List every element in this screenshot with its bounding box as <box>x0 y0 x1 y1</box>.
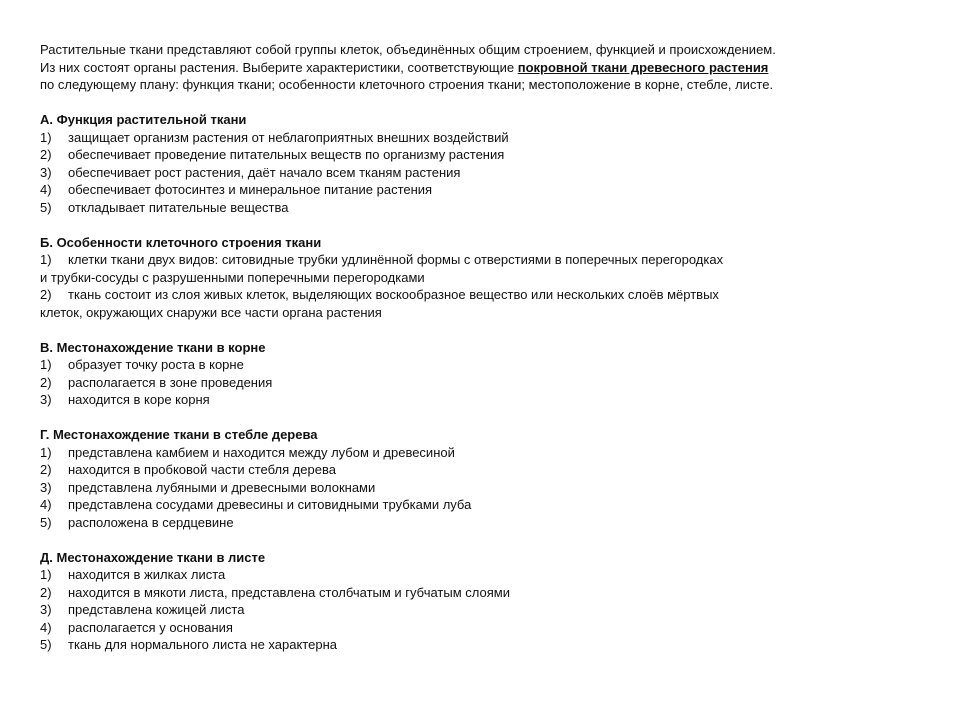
option-text-continuation: и трубки-сосуды с разрушенными поперечными перегородками <box>40 269 425 285</box>
section-g <box>40 426 940 531</box>
section-v <box>40 339 940 409</box>
option-number: 5) <box>40 514 52 530</box>
option-item <box>40 496 940 514</box>
document-page <box>40 41 940 654</box>
sections-container <box>40 111 940 654</box>
section-d <box>40 549 940 654</box>
option-text: представлена сосудами древесины и ситовидными трубками луба <box>68 497 472 512</box>
option-text: ткань состоит из слоя живых клеток, выделяющих воскообразное вещество или нескольких слоёв мёртвых <box>68 287 719 302</box>
option-text: откладывает питательные вещества <box>68 199 289 215</box>
option-text: находится в жилках листа <box>68 567 226 582</box>
option-number: 5) <box>40 637 52 652</box>
section-b <box>40 234 940 322</box>
option-number: 3) <box>40 479 52 495</box>
option-item <box>40 146 940 164</box>
option-item <box>40 479 940 497</box>
option-item <box>40 164 940 182</box>
option-text: представлена кожицей листа <box>68 602 245 617</box>
option-item <box>40 461 940 479</box>
option-item <box>40 566 940 584</box>
option-item <box>40 181 940 199</box>
option-item <box>40 251 940 269</box>
option-text: обеспечивает рост растения, даёт начало всем тканям растения <box>68 164 461 180</box>
option-number: 2) <box>40 374 52 390</box>
option-number: 4) <box>40 497 52 512</box>
intro-line-2 <box>40 59 940 77</box>
option-number: 1) <box>40 444 52 460</box>
option-number: 2) <box>40 584 52 600</box>
option-item <box>40 619 940 637</box>
intro-line-1: Растительные ткани представляют собой группы клеток, объединённых общим строением, функцией и происхождением. <box>40 42 776 57</box>
option-text: клетки ткани двух видов: ситовидные трубки удлинённой формы с отверстиями в поперечных перегородках <box>68 252 724 267</box>
option-text: обеспечивает фотосинтез и минеральное питание растения <box>68 182 433 197</box>
option-item <box>40 391 940 409</box>
option-number: 3) <box>40 392 52 407</box>
intro-line-3: по следующему плану: функция ткани; особенности клеточного строения ткани; местоположение в корне, стебле, листе. <box>40 77 774 92</box>
option-item <box>40 374 940 392</box>
option-item <box>40 514 940 532</box>
option-number: 1) <box>40 252 52 267</box>
option-number: 2) <box>40 287 52 302</box>
option-item <box>40 199 940 217</box>
option-number: 2) <box>40 462 52 477</box>
option-number: 1) <box>40 567 52 582</box>
option-number: 5) <box>40 199 52 215</box>
option-number: 3) <box>40 164 52 180</box>
option-text: располагается в зоне проведения <box>68 374 273 390</box>
section-heading: Г. Местонахождение ткани в стебле дерева <box>40 427 318 442</box>
task-intro <box>40 41 940 94</box>
option-text: представлена камбием и находится между лубом и древесиной <box>68 444 455 460</box>
option-item <box>40 356 940 374</box>
option-text: ткань для нормального листа не характерна <box>68 637 337 652</box>
intro-line-2-text: Из них состоят органы растения. Выберите характеристики, соответствующие <box>40 59 518 75</box>
option-text: обеспечивает проведение питательных веществ по организму растения <box>68 147 505 162</box>
section-heading: В. Местонахождение ткани в корне <box>40 339 266 355</box>
option-text-continuation: клеток, окружающих снаружи все части органа растения <box>40 304 382 320</box>
section-heading: А. Функция растительной ткани <box>40 112 247 127</box>
option-number: 4) <box>40 619 52 635</box>
option-text: представлена лубяными и древесными волокнами <box>68 479 376 495</box>
option-number: 1) <box>40 357 52 372</box>
option-text: находится в мякоти листа, представлена столбчатым и губчатым слоями <box>68 584 510 600</box>
option-number: 3) <box>40 602 52 617</box>
option-item <box>40 584 940 602</box>
option-number: 2) <box>40 147 52 162</box>
section-heading: Д. Местонахождение ткани в листе <box>40 549 266 565</box>
option-number: 1) <box>40 129 52 145</box>
option-item <box>40 601 940 619</box>
section-a <box>40 111 940 216</box>
option-text: защищает организм растения от неблагоприятных внешних воздействий <box>68 129 509 145</box>
option-text: располагается у основания <box>68 619 233 635</box>
option-text: образует точку роста в корне <box>68 357 244 372</box>
option-item <box>40 636 940 654</box>
option-item <box>40 286 940 304</box>
option-item <box>40 444 940 462</box>
option-number: 4) <box>40 182 52 197</box>
option-text: расположена в сердцевине <box>68 514 234 530</box>
intro-emphasis: покровной ткани древесного растения <box>517 59 769 75</box>
option-item <box>40 129 940 147</box>
section-heading: Б. Особенности клеточного строения ткани <box>40 234 322 250</box>
option-text: находится в пробковой части стебля дерева <box>68 462 336 477</box>
option-text: находится в коре корня <box>68 392 210 407</box>
